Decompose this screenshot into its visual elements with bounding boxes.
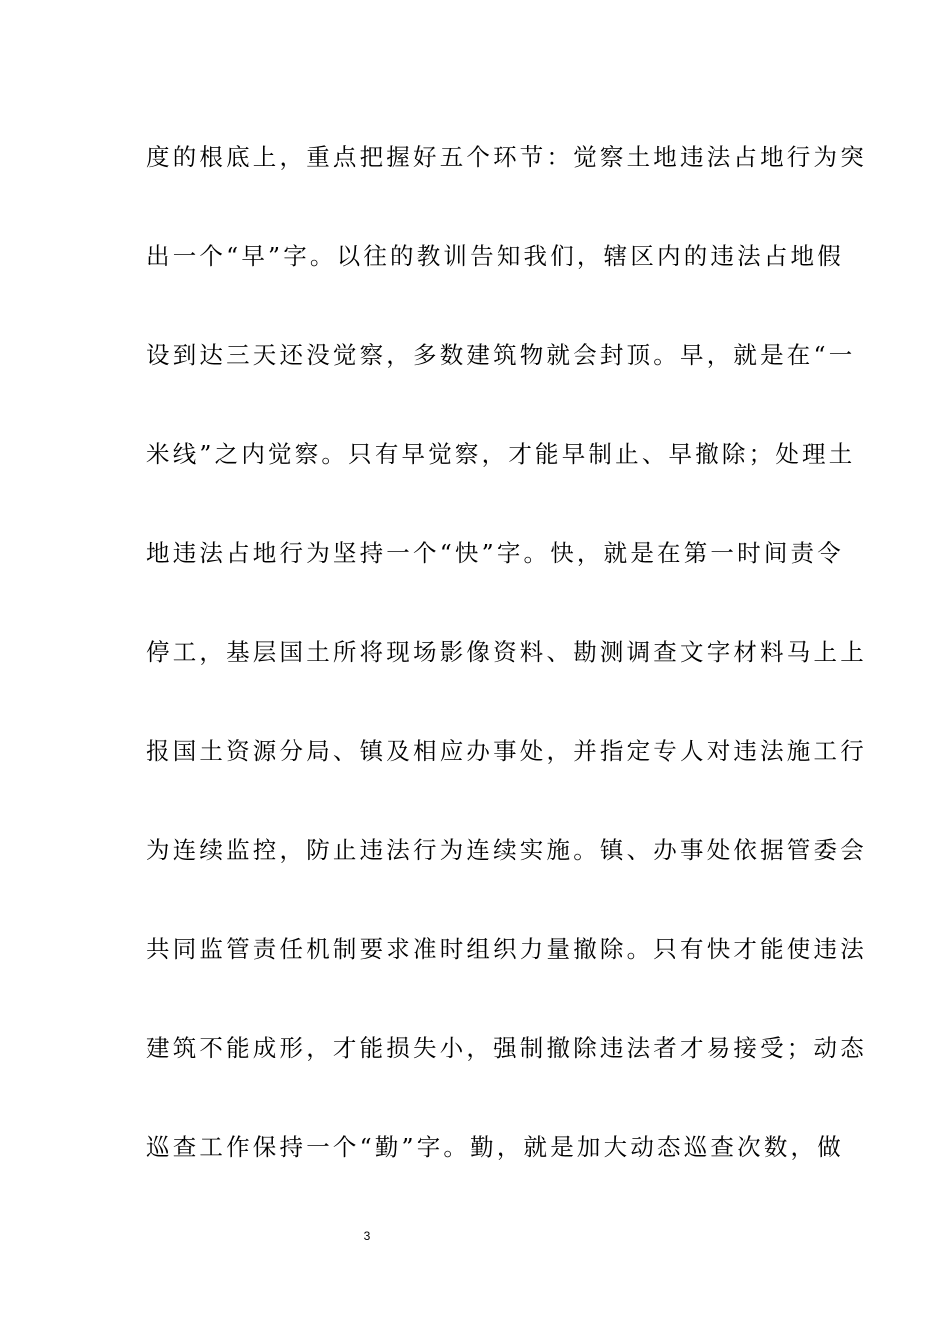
text-line: 建筑不能成形，才能损失小，强制撤除违法者才易接受；动态: [146, 1034, 867, 1062]
body-text: [146, 132, 867, 1221]
text-line: 共同监管责任机制要求准时组织力量撤除。只有快才能使违法: [146, 935, 867, 963]
page-number: 3: [363, 1229, 371, 1243]
text-line: 停工，基层国土所将现场影像资料、勘测调查文字材料马上上: [146, 638, 867, 666]
text-line: 设到达三天还没觉察，多数建筑物就会封顶。早，就是在“一: [146, 341, 856, 369]
text-line: 巡查工作保持一个“勤”字。勤，就是加大动态巡查次数，做: [146, 1133, 844, 1161]
text-line: 为连续监控，防止违法行为连续实施。镇、办事处依据管委会: [146, 836, 867, 864]
text-line: 出一个“早”字。以往的教训告知我们，辖区内的违法占地假: [146, 242, 844, 270]
text-line: 报国土资源分局、镇及相应办事处，并指定专人对违法施工行: [146, 737, 867, 765]
text-line: 度的根底上，重点把握好五个环节：觉察土地违法占地行为突: [146, 143, 867, 171]
text-line: 地违法占地行为坚持一个“快”字。快，就是在第一时间责令: [146, 539, 844, 567]
text-line: 米线”之内觉察。只有早觉察，才能早制止、早撤除；处理土: [146, 440, 856, 468]
